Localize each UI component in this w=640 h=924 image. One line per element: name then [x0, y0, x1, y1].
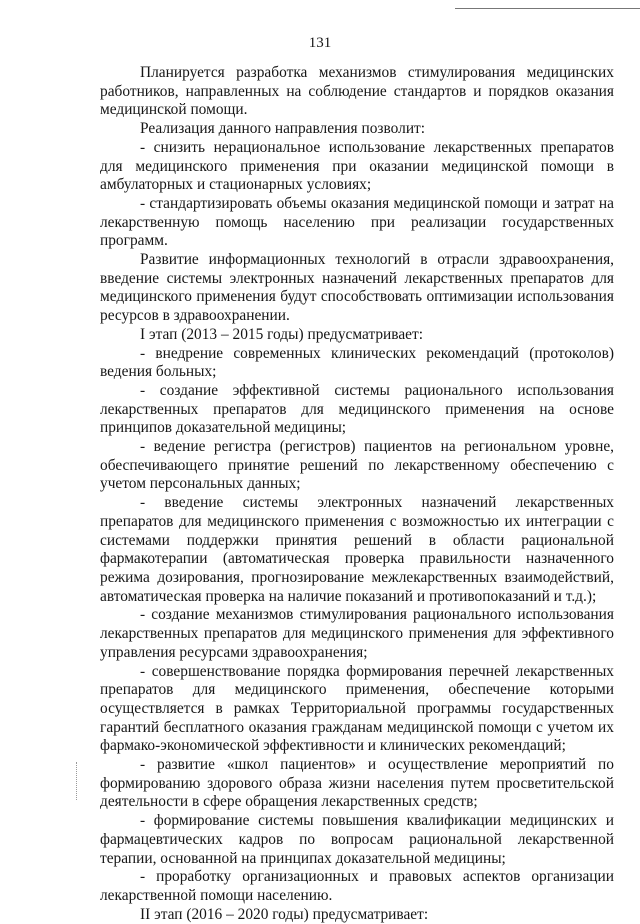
- list-item: - стандартизировать объемы оказания медицинской помощи и затрат на лекарственную помощь населению при реализации государственных программ.: [100, 194, 614, 250]
- list-item: - введение системы электронных назначений лекарственных препаратов для медицинского применения с возможностью их интеграции с системами поддержки принятия решений в области рациональной фармакотерапии (автоматическая проверка правильности назначенного режима дозирования, прогнозирование межлекарственных взаимодействий, автоматическая проверка на наличие показаний и противопоказаний и т.д.);: [100, 494, 614, 605]
- top-scan-line: [455, 8, 640, 9]
- body-text: [100, 64, 614, 924]
- list-item: - создание механизмов стимулирования рационального использования лекарственных препаратов для медицинского применения для эффективного управления ресурсами здравоохранения;: [100, 606, 614, 661]
- list-item: - совершенствование порядка формирования перечней лекарственных препаратов для медицинского применения, обеспечение которыми осуществляется в рамках Территориальной программы государственных гарантий бесплатного оказания гражданам медицинской помощи с учетом их фармако-экономической эффективности и клинических рекомендаций;: [100, 662, 614, 755]
- margin-scan-mark: [76, 762, 77, 800]
- list-item: - внедрение современных клинических рекомендаций (протоколов) ведения больных;: [100, 344, 614, 381]
- stage-two-heading: II этап (2016 – 2020 годы) предусматривает:: [140, 905, 429, 923]
- list-item: - формирование системы повышения квалификации медицинских и фармацевтических кадров по вопросам рациональной лекарственной терапии, основанной на принципах доказательной медицины;: [100, 812, 614, 867]
- paragraph-it-development: Развитие информационных технологий в отрасли здравоохранения, введение системы электронных назначений лекарственных препаратов для медицинского применения будут способствовать оптимизации использования ресурсов в здравоохранении.: [100, 251, 614, 325]
- paragraph-intro: Планируется разработка механизмов стимулирования медицинских работников, направленных на соблюдение стандартов и порядков оказания медицинской помощи.: [100, 64, 614, 119]
- list-item: - создание эффективной системы рационального использования лекарственных препаратов для медицинского применения на основе принципов доказательной медицины;: [100, 381, 614, 437]
- list-item: - ведение регистра (регистров) пациентов на региональном уровне, обеспечивающего принятие решений по лекарственному обеспечению с учетом персональных данных;: [100, 438, 614, 493]
- list-item: - развитие «школ пациентов» и осуществление мероприятий по формированию здорового образа жизни населения путем просветительской деятельности в сфере обращения лекарственных средств;: [100, 756, 614, 811]
- page-number: 131: [308, 35, 332, 51]
- stage-one-heading: I этап (2013 – 2015 годы) предусматривает:: [140, 325, 424, 343]
- list-item: - снизить нерациональное использование лекарственных препаратов для медицинского применения при оказании медицинской помощи в амбулаторных и стационарных условиях;: [100, 138, 614, 194]
- paragraph-realization: Реализация данного направления позволит:: [140, 120, 426, 138]
- list-item: - проработку организационных и правовых аспектов организации лекарственной помощи населению.: [100, 868, 614, 904]
